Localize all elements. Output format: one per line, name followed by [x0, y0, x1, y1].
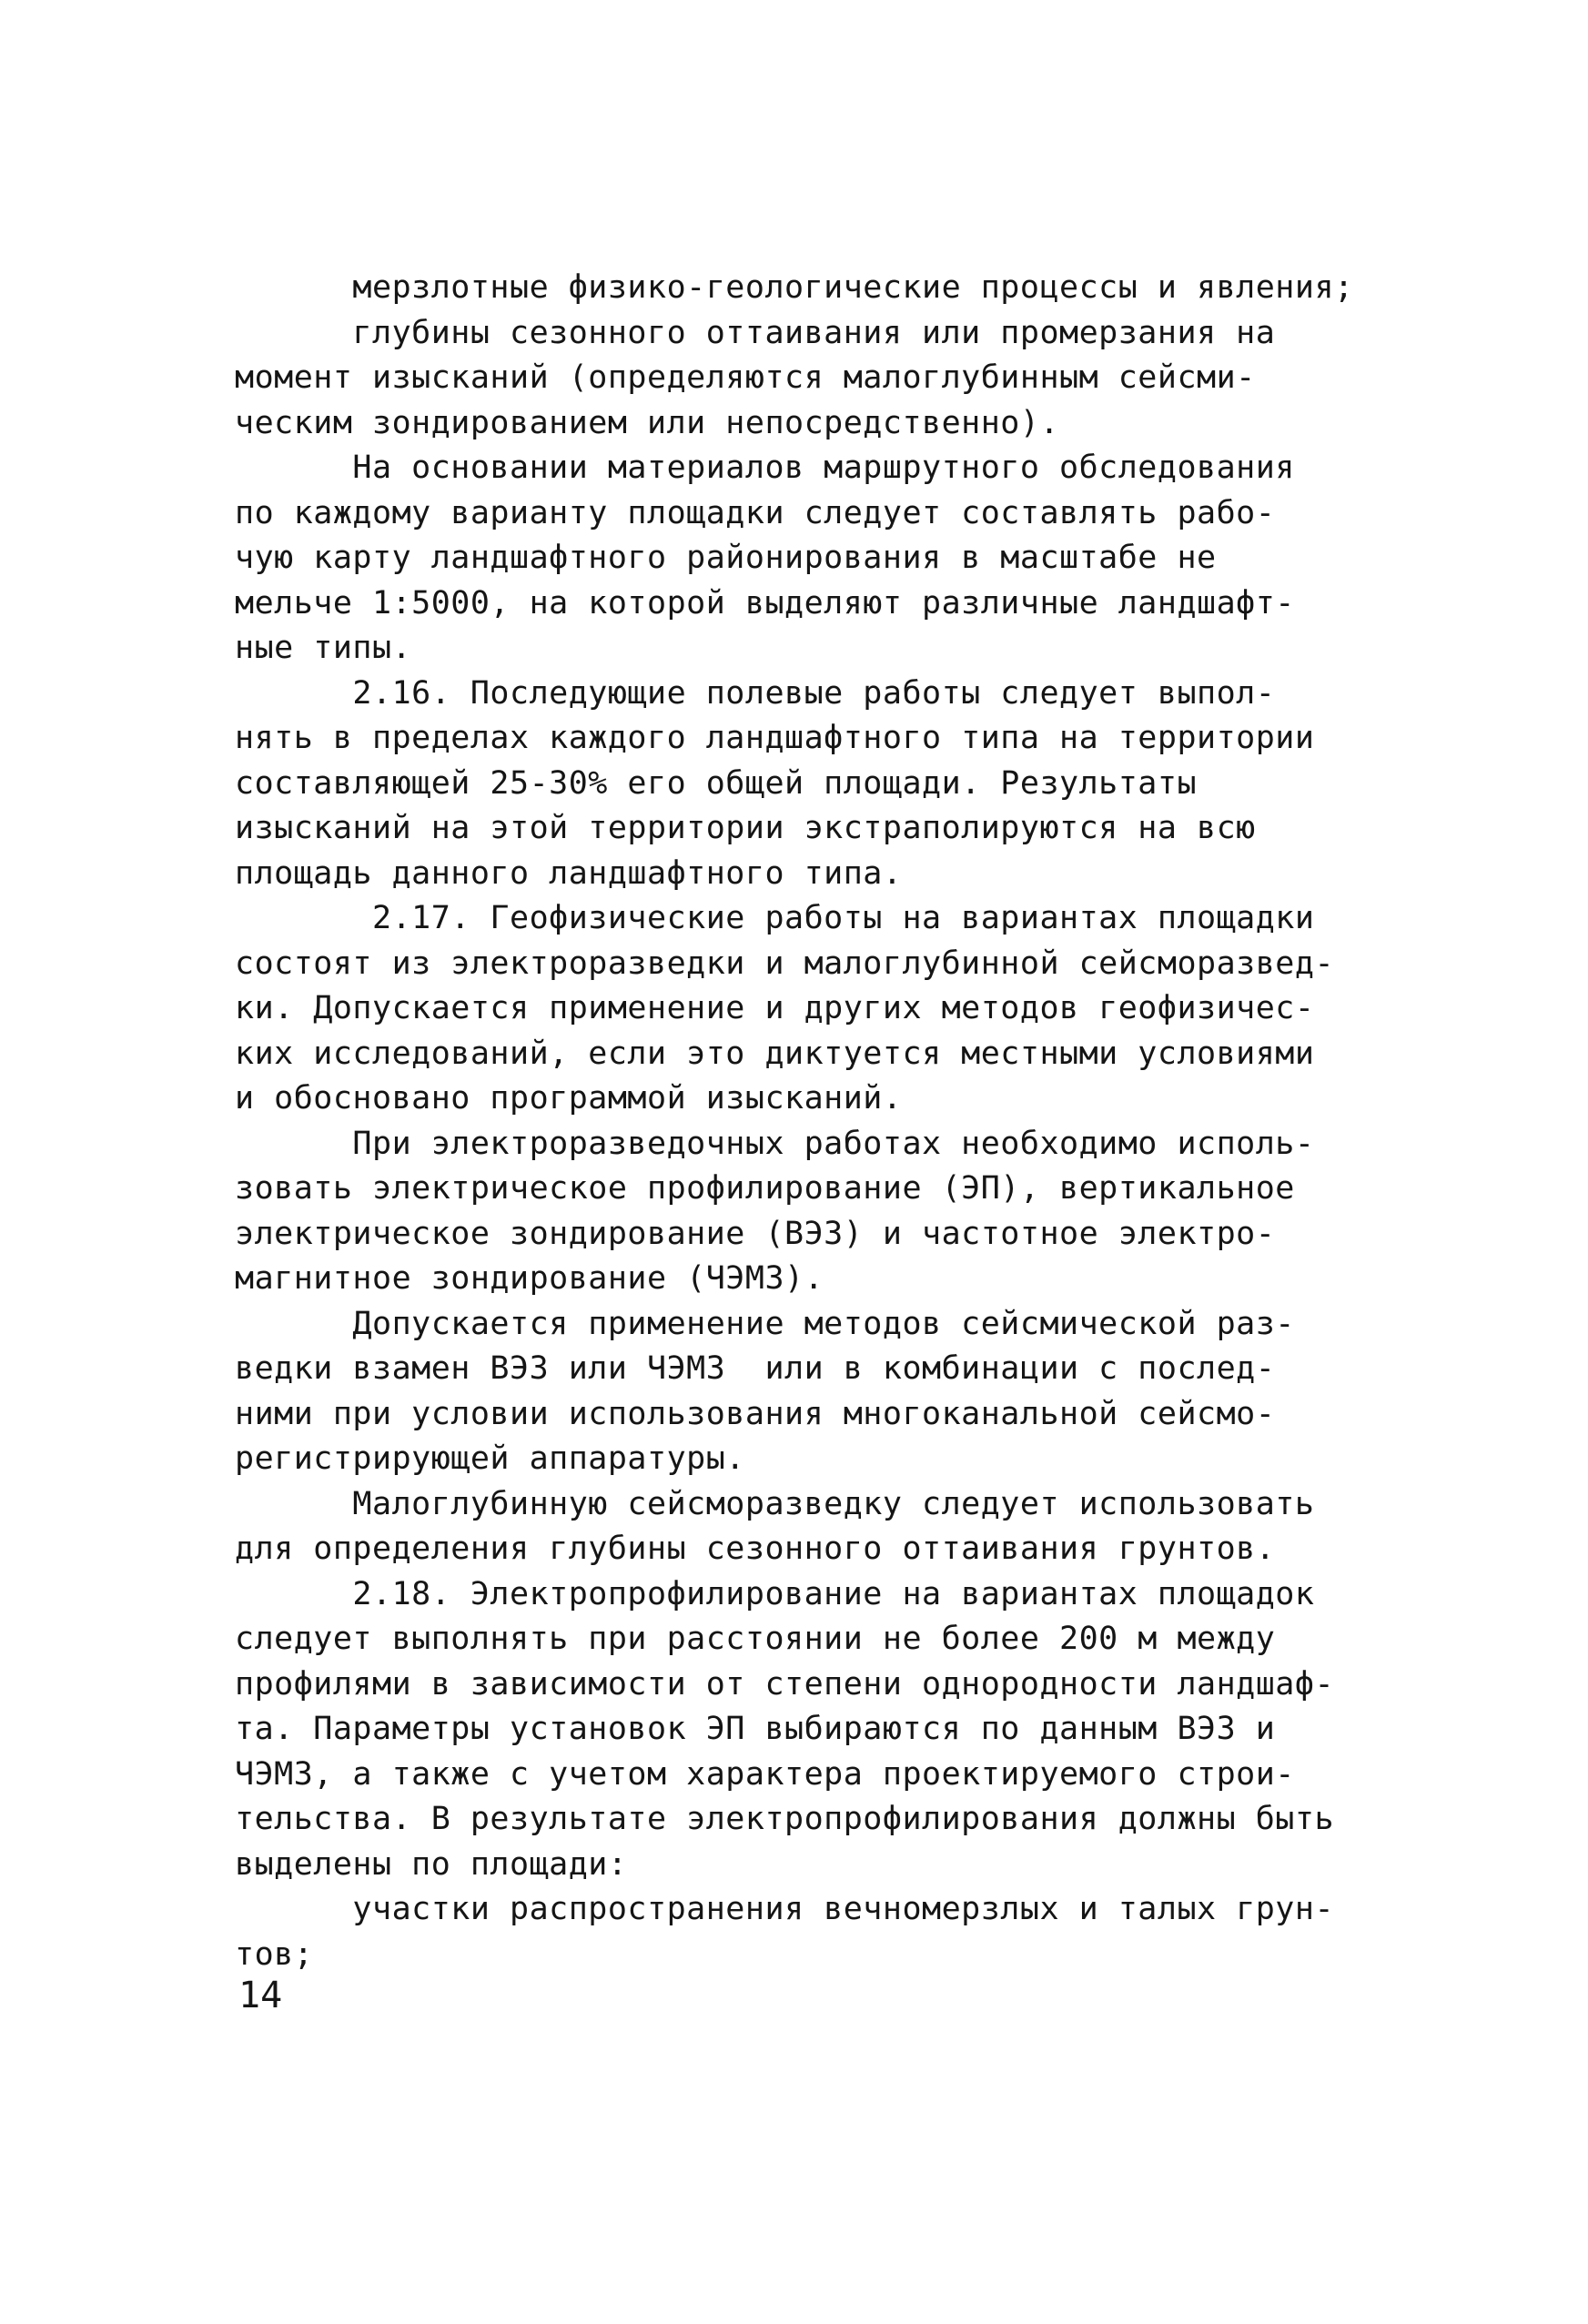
text-line: регистрирующей аппаратуры. — [235, 1440, 745, 1477]
text-line: и обосновано программой изысканий. — [235, 1080, 903, 1117]
text-line: 2.16. Последующие полевые работы следует выпол- — [235, 674, 1276, 712]
text-line: составляющей 25-30% его общей площади. Результаты — [235, 764, 1198, 802]
text-line: ЧЭМЗ, а также с учетом характера проектируемого строи- — [235, 1755, 1295, 1793]
page-number: 14 — [238, 1975, 283, 2016]
text-line: состоят из электроразведки и малоглубинной сейсморазвед- — [235, 945, 1335, 982]
text-line: следует выполнять при расстоянии не более 200 м между — [235, 1621, 1276, 1657]
text-line: При электроразведочных работах необходимо исполь- — [235, 1125, 1315, 1162]
text-line: изысканий на этой территории экстраполируются на всю — [235, 810, 1256, 846]
text-line: ные типы. — [235, 630, 412, 666]
text-line: 2.17. Геофизические работы на вариантах площадки — [235, 900, 1315, 936]
text-line: тельства. В результате электропрофилирования должны быть — [235, 1801, 1335, 1837]
text-line: мерзлотные физико-геологические процессы и явления; — [235, 269, 1354, 306]
text-line: для определения глубины сезонного оттаивания грунтов. — [235, 1531, 1276, 1567]
text-line: Малоглубинную сейсморазведку следует использовать — [235, 1485, 1315, 1522]
text-line: ки. Допускается применение и других методов геофизичес- — [235, 990, 1315, 1026]
text-line: ведки взамен ВЭЗ или ЧЭМЗ или в комбинации с послед- — [235, 1350, 1276, 1387]
text-line: мельче 1:5000, на которой выделяют различные ландшафт- — [235, 584, 1295, 621]
text-line: ними при условии использования многоканальной сейсмо- — [235, 1395, 1276, 1432]
text-line: участки распространения вечномерзлых и талых грун- — [235, 1891, 1335, 1927]
text-line: 2.18. Электропрофилирование на вариантах площадок — [235, 1575, 1315, 1612]
text-line: глубины сезонного оттаивания или промерзания на — [235, 314, 1276, 351]
text-line: зовать электрическое профилирование (ЭП), вертикальное — [235, 1170, 1295, 1207]
text-line: На основании материалов маршрутного обследования — [235, 450, 1295, 486]
text-line: магнитное зондирование (ЧЭМЗ). — [235, 1260, 824, 1297]
text-line: Допускается применение методов сейсмической раз- — [235, 1305, 1295, 1342]
text-line: выделены по площади: — [235, 1845, 628, 1883]
text-line: по каждому варианту площадки следует составлять рабо- — [235, 494, 1276, 531]
text-line: чую карту ландшафтного районирования в масштабе не — [235, 540, 1217, 576]
text-line: тов; — [235, 1935, 314, 1973]
text-line: ческим зондированием или непосредственно). — [235, 404, 1060, 441]
text-line: нять в пределах каждого ландшафтного типа на территории — [235, 720, 1315, 756]
text-line: ких исследований, если это диктуется местными условиями — [235, 1035, 1315, 1072]
text-line: площадь данного ландшафтного типа. — [235, 854, 903, 892]
text-line: та. Параметры установок ЭП выбираются по данным ВЭЗ и — [235, 1711, 1276, 1747]
text-line: момент изысканий (определяются малоглубинным сейсми- — [235, 359, 1256, 396]
document-body — [235, 266, 1400, 1977]
text-line: профилями в зависимости от степени однородности ландшаф- — [235, 1665, 1335, 1703]
text-line: электрическое зондирование (ВЭЗ) и частотное электро- — [235, 1215, 1276, 1252]
